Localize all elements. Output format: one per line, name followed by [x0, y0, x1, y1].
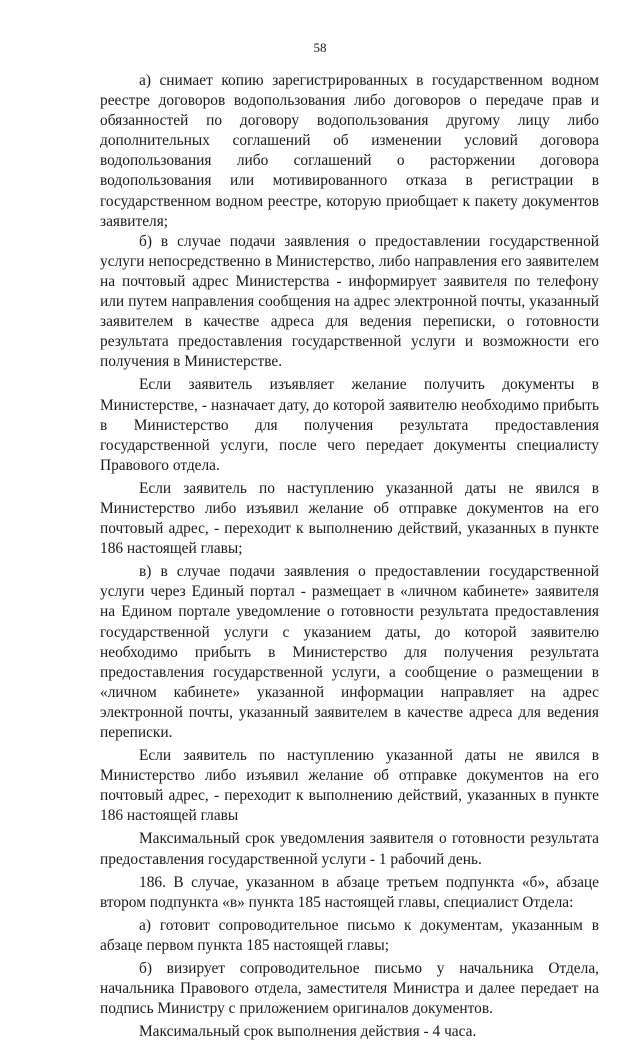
paragraph-max-notification-term: Максимальный срок уведомления заявителя о готовности результата предоставления государственной услуги - 1 рабочий день. [100, 830, 599, 868]
paragraph-v-single-portal: в) в случае подачи заявления о предоставлении государственной услуги через Единый портал - размещает в «личном кабинете» заявителя на Едином портале уведомление о готовности результата предоставления государственной услуги с указанием даты, до которой заявителю необходимо прибыть в Министерство для получения результата предоставления государственной услуги, а сообщение о размещении в «личном кабинете» указанной информации направляет на адрес электронной почты, указанный заявителем в качестве адреса для ведения переписки. [100, 563, 599, 741]
paragraph-no-show-ministry: Если заявитель по наступлению указанной даты не явился в Министерство либо изъявил желание об отправке документов на его почтовый адрес, - переходит к выполнению действий, указанных в пункте 186 настоящей главы; [100, 479, 599, 558]
paragraph-b-ministry-notification: б) в случае подачи заявления о предоставлении государственной услуги непосредственно в Министерство, либо направления его заявителем на почтовый адрес Министерства - информирует заявителя по телефону или путем направления сообщения на адрес электронной почты, указанный заявителем в качестве адреса для ведения переписки, о готовности результата предоставления государственной услуги и возможности его получения в Министерстве. [100, 232, 599, 371]
document-body [100, 71, 599, 1042]
paragraph-186-b-signature: б) визирует сопроводительное письмо у начальника Отдела, начальника Правового отдела, заместителя Министра и далее передает на подпись Министру с приложением оригиналов документов. [100, 960, 599, 1018]
paragraph-date-appointment: Если заявитель изъявляет желание получить документы в Министерстве, - назначает дату, до которой заявителю необходимо прибыть в Министерство для получения результата предоставления государственной услуги, после чего передает документы специалисту Правового отдела. [100, 376, 599, 474]
paragraph-186-a-cover-letter: а) готовит сопроводительное письмо к документам, указанным в абзаце первом пункта 185 настоящей главы; [100, 916, 599, 954]
paragraph-no-show-portal: Если заявитель по наступлению указанной даты не явился в Министерство либо изъявил желание об отправке документов на его почтовый адрес, - переходит к выполнению действий, указанных в пункте 186 настоящей главы [100, 747, 599, 825]
paragraph-a-water-registry-copy: а) снимает копию зарегистрированных в государственном водном реестре договоров водопользования либо договоров о передаче прав и обязанностей по договору водопользования другому лицу либо дополнительных соглашений об изменении условий договора водопользования либо соглашений о расторжении договора водопользования или мотивированного отказа в регистрации в государственном водном реестре, которую приобщает к пакету документов заявителя; [100, 72, 599, 230]
page-number: 58 [313, 40, 327, 55]
paragraph-max-action-term: Максимальный срок выполнения действия - 4 часа. [139, 1023, 477, 1041]
paragraph-186-intro: 186. В случае, указанном в абзаце третьем подпункта «б», абзаце втором подпункта «в» пункта 185 настоящей главы, специалист Отдела: [100, 873, 599, 911]
